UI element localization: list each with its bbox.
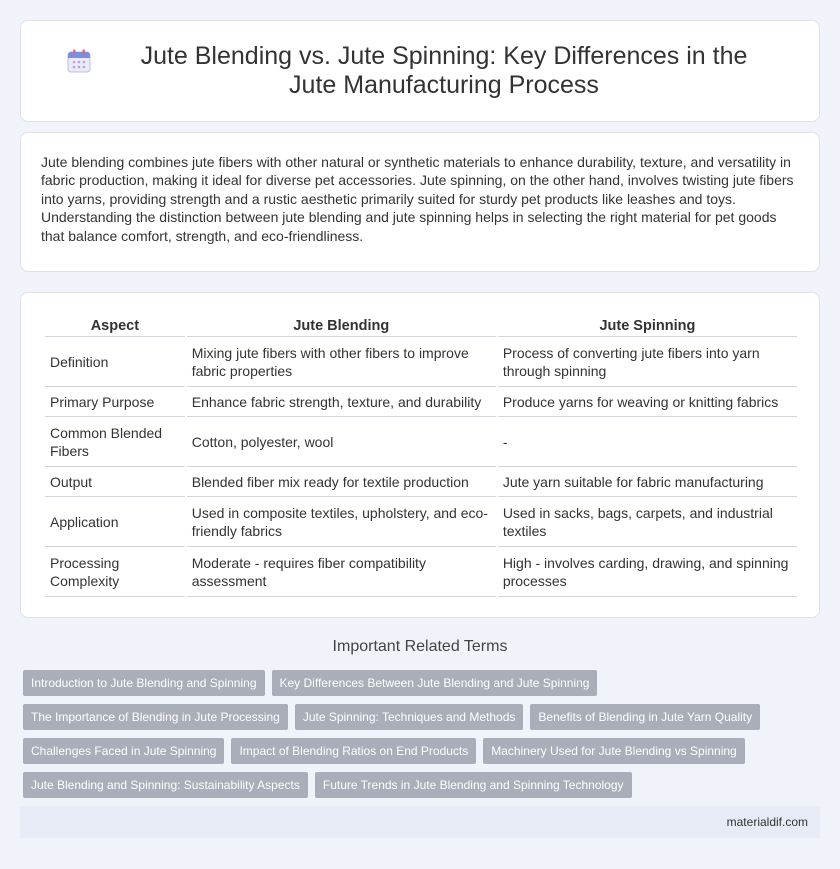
table-cell: Common Blended Fibers xyxy=(45,417,185,467)
table-cell: Used in composite textiles, upholstery, and eco-friendly fabrics xyxy=(187,497,496,547)
related-term-tag[interactable]: Key Differences Between Jute Blending and Jute Spinning xyxy=(272,670,598,696)
related-term-tag[interactable]: The Importance of Blending in Jute Processing xyxy=(23,704,288,730)
related-term-tag[interactable]: Impact of Blending Ratios on End Products xyxy=(231,738,476,764)
page-title: Jute Blending vs. Jute Spinning: Key Differences in the Jute Manufacturing Process xyxy=(140,42,748,99)
intro-text: Jute blending combines jute fibers with other natural or synthetic materials to enhance durability, texture, and versatility in fabric production, making it ideal for diverse pet accessories. Jute spinning, on the other hand, involves twisting jute fibers into yarns, providing strength and a rustic aesthetic primarily suited for sturdy pet products like leashes and toys. Understanding the distinction between jute blending and jute spinning helps in selecting the right material for pet goods that balance comfort, strength, and eco-friendliness. xyxy=(41,154,794,244)
table-cell: Primary Purpose xyxy=(45,387,185,417)
table-cell: Cotton, polyester, wool xyxy=(187,417,496,467)
header-jute-spinning: Jute Spinning xyxy=(498,313,797,337)
intro-card xyxy=(20,132,820,272)
table-cell: Blended fiber mix ready for textile production xyxy=(187,467,496,497)
table-cell: Definition xyxy=(45,337,185,387)
related-term-tag[interactable]: Benefits of Blending in Jute Yarn Quality xyxy=(530,704,760,730)
related-terms-tags xyxy=(20,670,820,798)
table-cell: High - involves carding, drawing, and spinning processes xyxy=(498,547,797,597)
related-term-tag[interactable]: Challenges Faced in Jute Spinning xyxy=(23,738,224,764)
table-cell: Enhance fabric strength, texture, and durability xyxy=(187,387,496,417)
related-term-tag[interactable]: Machinery Used for Jute Blending vs Spinning xyxy=(483,738,744,764)
table-cell: Jute yarn suitable for fabric manufacturing xyxy=(498,467,797,497)
table-cell: Mixing jute fibers with other fibers to improve fabric properties xyxy=(187,337,496,387)
table-cell: Used in sacks, bags, carpets, and industrial textiles xyxy=(498,497,797,547)
header-jute-blending: Jute Blending xyxy=(187,313,496,337)
table-row xyxy=(45,497,797,547)
footer xyxy=(20,806,820,838)
footer-site-name[interactable]: materialdif.com xyxy=(726,815,808,829)
related-terms-section xyxy=(20,638,820,798)
table-cell: Moderate - requires fiber compatibility assessment xyxy=(187,547,496,597)
header-card xyxy=(20,20,820,122)
related-term-tag[interactable]: Introduction to Jute Blending and Spinning xyxy=(23,670,265,696)
table-cell: - xyxy=(498,417,797,467)
table-cell: Output xyxy=(45,467,185,497)
calendar-icon xyxy=(66,48,92,74)
table-row xyxy=(45,467,797,497)
related-terms-title: Important Related Terms xyxy=(332,638,508,655)
related-term-tag[interactable]: Future Trends in Jute Blending and Spinning Technology xyxy=(315,772,632,798)
comparison-table-card xyxy=(20,292,820,618)
table-cell: Application xyxy=(45,497,185,547)
table-row xyxy=(45,417,797,467)
table-cell: Processing Complexity xyxy=(45,547,185,597)
table-cell: Process of converting jute fibers into yarn through spinning xyxy=(498,337,797,387)
table-row xyxy=(45,387,797,417)
table-row xyxy=(45,337,797,387)
header-aspect: Aspect xyxy=(45,313,185,337)
related-term-tag[interactable]: Jute Spinning: Techniques and Methods xyxy=(295,704,524,730)
table-header-row xyxy=(45,313,797,337)
table-row xyxy=(45,547,797,597)
table-cell: Produce yarns for weaving or knitting fabrics xyxy=(498,387,797,417)
related-term-tag[interactable]: Jute Blending and Spinning: Sustainability Aspects xyxy=(23,772,308,798)
comparison-table xyxy=(43,313,799,597)
